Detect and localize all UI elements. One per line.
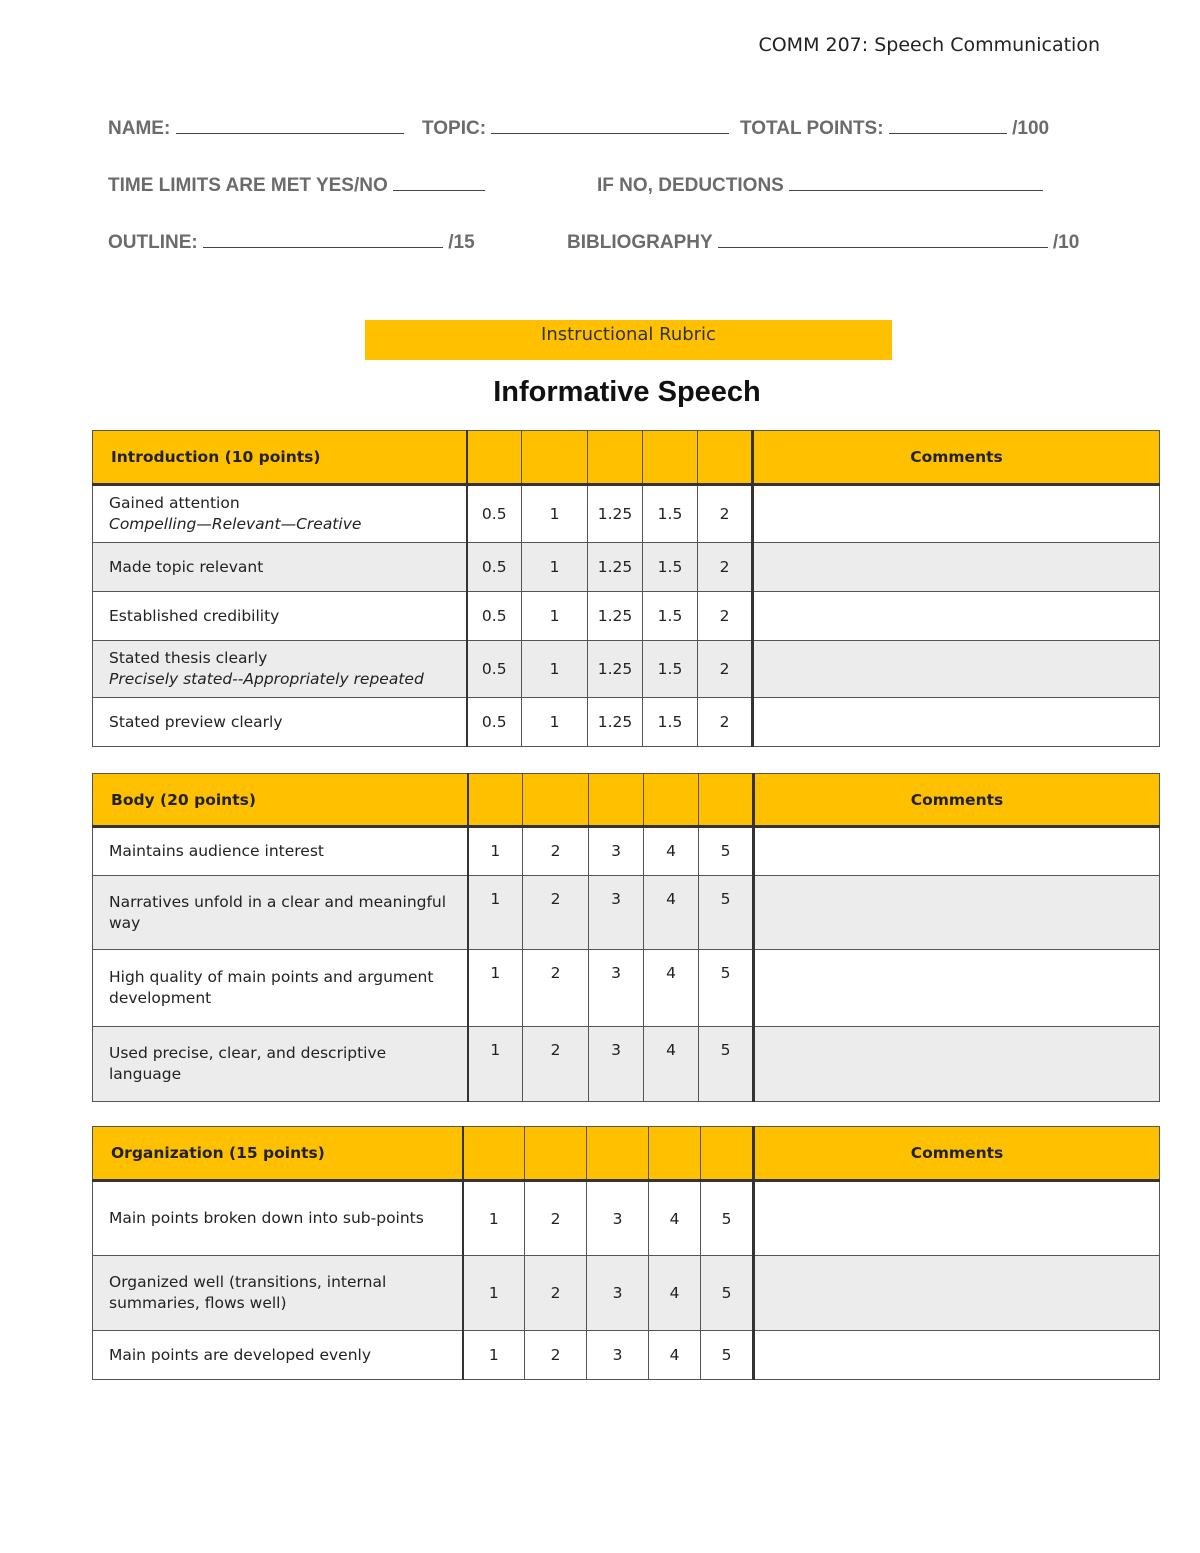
criterion-cell	[93, 827, 468, 876]
score-header-cell	[468, 774, 523, 827]
comment-field[interactable]	[754, 1256, 1160, 1331]
criterion-cell	[93, 950, 468, 1027]
score-option[interactable]: 4	[649, 1256, 701, 1331]
time-limits-label: TIME LIMITS ARE MET YES/NO	[108, 175, 388, 196]
comment-field[interactable]	[753, 698, 1160, 747]
score-option[interactable]: 1.25	[588, 641, 643, 698]
table-row	[93, 1181, 1160, 1256]
criterion-label: Narratives unfold in a clear and meaningful way	[109, 892, 447, 932]
document-title: Informative Speech	[493, 376, 761, 408]
score-option[interactable]: 2	[698, 543, 753, 592]
bibliography-field[interactable]	[718, 229, 1048, 248]
comment-field[interactable]	[754, 1331, 1160, 1380]
score-option[interactable]: 1	[522, 698, 588, 747]
criterion-cell	[93, 1027, 468, 1102]
score-option[interactable]: 1.5	[643, 485, 698, 543]
section-heading: Organization (15 points)	[93, 1127, 463, 1181]
score-option[interactable]: 5	[699, 1027, 754, 1102]
criterion-label: Stated thesis clearly	[109, 649, 268, 668]
table-row	[93, 641, 1160, 698]
score-option[interactable]: 4	[649, 1331, 701, 1380]
section-heading: Body (20 points)	[93, 774, 468, 827]
score-option[interactable]: 1.25	[588, 485, 643, 543]
table-row	[93, 543, 1160, 592]
bibliography-max: /10	[1052, 232, 1080, 253]
score-option[interactable]: 1	[468, 950, 523, 1027]
criterion-sublabel: Compelling—Relevant—Creative	[109, 515, 362, 533]
criterion-label: Organized well (transitions, internal summaries, flows well)	[109, 1273, 387, 1312]
score-option[interactable]: 5	[699, 827, 754, 876]
comments-header: Comments	[754, 774, 1160, 827]
score-option[interactable]: 4	[644, 827, 699, 876]
score-option[interactable]: 5	[699, 876, 754, 950]
criterion-cell	[93, 876, 468, 950]
time-limits-field[interactable]	[393, 172, 485, 191]
score-option[interactable]: 3	[589, 1027, 644, 1102]
criterion-label: Stated preview clearly	[109, 712, 283, 731]
comment-field[interactable]	[753, 543, 1160, 592]
table-row	[93, 1027, 1160, 1102]
criterion-label: High quality of main points and argument development	[109, 968, 434, 1007]
criterion-sublabel: Precisely stated--Appropriately repeated	[109, 670, 424, 688]
score-option[interactable]: 3	[587, 1181, 649, 1256]
score-option[interactable]: 1.5	[643, 592, 698, 641]
topic-label: TOPIC:	[422, 118, 487, 139]
name-label: NAME:	[108, 118, 171, 139]
table-row	[93, 1331, 1160, 1380]
comment-field[interactable]	[753, 592, 1160, 641]
score-option[interactable]: 3	[589, 950, 644, 1027]
comment-field[interactable]	[753, 485, 1160, 543]
outline-field[interactable]	[203, 229, 443, 248]
table-row	[93, 1256, 1160, 1331]
criterion-cell	[93, 1181, 463, 1256]
table-row	[93, 698, 1160, 747]
rubric-banner: Instructional Rubric	[365, 320, 892, 360]
score-option[interactable]: 4	[644, 950, 699, 1027]
score-header-cell	[587, 1127, 649, 1181]
deductions-label: IF NO, DEDUCTIONS	[597, 175, 784, 196]
score-option[interactable]: 0.5	[467, 698, 522, 747]
score-header-cell	[463, 1127, 525, 1181]
table-row	[93, 950, 1160, 1027]
criterion-label: Used precise, clear, and descriptive language	[109, 1044, 387, 1083]
comment-field[interactable]	[754, 827, 1160, 876]
score-header-cell	[643, 431, 698, 485]
score-option[interactable]: 1	[522, 641, 588, 698]
score-option[interactable]: 1.25	[588, 698, 643, 747]
score-option[interactable]: 1.25	[588, 592, 643, 641]
criterion-cell	[93, 1256, 463, 1331]
outline-max: /15	[448, 232, 475, 253]
score-option[interactable]: 4	[644, 1027, 699, 1102]
name-field[interactable]	[176, 115, 404, 134]
criterion-label: Main points broken down into sub-points	[109, 1209, 424, 1228]
course-title: COMM 207: Speech Communication	[758, 34, 1100, 56]
table-row	[93, 827, 1160, 876]
score-option[interactable]: 1	[463, 1331, 525, 1380]
comments-header: Comments	[753, 431, 1160, 485]
score-option[interactable]: 1	[522, 543, 588, 592]
criterion-cell	[93, 485, 467, 543]
score-option[interactable]: 2	[525, 1181, 587, 1256]
score-header-cell	[588, 431, 643, 485]
comments-header: Comments	[754, 1127, 1160, 1181]
score-option[interactable]: 1	[468, 876, 523, 950]
score-option[interactable]: 0.5	[467, 641, 522, 698]
score-option[interactable]: 2	[525, 1331, 587, 1380]
score-option[interactable]: 2	[698, 698, 753, 747]
score-option[interactable]: 2	[523, 1027, 589, 1102]
table-row	[93, 876, 1160, 950]
score-header-cell	[589, 774, 644, 827]
score-option[interactable]: 1.5	[643, 543, 698, 592]
score-option[interactable]: 1	[468, 827, 523, 876]
total-points-max: /100	[1012, 118, 1050, 139]
deductions-field[interactable]	[789, 172, 1043, 191]
score-option[interactable]: 3	[587, 1256, 649, 1331]
score-option[interactable]: 0.5	[467, 592, 522, 641]
criterion-cell	[93, 641, 467, 698]
score-option[interactable]: 5	[701, 1181, 754, 1256]
score-option[interactable]: 1.25	[588, 543, 643, 592]
score-option[interactable]: 1	[522, 485, 588, 543]
score-option[interactable]: 3	[587, 1331, 649, 1380]
score-option[interactable]: 1	[463, 1256, 525, 1331]
score-option[interactable]: 2	[525, 1256, 587, 1331]
score-option[interactable]: 2	[523, 950, 589, 1027]
score-header-cell	[649, 1127, 701, 1181]
criterion-label: Gained attention	[109, 494, 240, 513]
table-row	[93, 592, 1160, 641]
score-option[interactable]: 5	[699, 950, 754, 1027]
total-points-field[interactable]	[889, 115, 1007, 134]
score-option[interactable]: 3	[589, 827, 644, 876]
comment-field[interactable]	[754, 1181, 1160, 1256]
score-option[interactable]: 1	[522, 592, 588, 641]
score-option[interactable]: 4	[644, 876, 699, 950]
criterion-label: Maintains audience interest	[109, 842, 324, 861]
score-header-cell	[525, 1127, 587, 1181]
score-header-cell	[522, 431, 588, 485]
score-option[interactable]: 4	[649, 1181, 701, 1256]
score-option[interactable]: 0.5	[467, 485, 522, 543]
score-option[interactable]: 1	[463, 1181, 525, 1256]
criterion-cell	[93, 698, 467, 747]
score-option[interactable]: 1.5	[643, 641, 698, 698]
score-option[interactable]: 0.5	[467, 543, 522, 592]
score-option[interactable]: 5	[701, 1256, 754, 1331]
comment-field[interactable]	[754, 1027, 1160, 1102]
outline-label: OUTLINE:	[108, 232, 198, 253]
section-heading: Introduction (10 points)	[93, 431, 467, 485]
score-header-cell	[699, 774, 754, 827]
criterion-label: Made topic relevant	[109, 557, 264, 576]
comment-field[interactable]	[753, 641, 1160, 698]
criterion-cell	[93, 1331, 463, 1380]
introduction-table	[92, 430, 1160, 747]
score-header-cell	[698, 431, 753, 485]
total-points-label: TOTAL POINTS:	[740, 118, 884, 139]
score-header-cell	[644, 774, 699, 827]
body-table	[92, 773, 1160, 1102]
bibliography-label: BIBLIOGRAPHY	[567, 232, 713, 253]
score-option[interactable]: 2	[523, 876, 589, 950]
score-header-cell	[701, 1127, 754, 1181]
score-header-cell	[523, 774, 589, 827]
criterion-label: Established credibility	[109, 606, 280, 625]
score-option[interactable]: 2	[523, 827, 589, 876]
criterion-cell	[93, 543, 467, 592]
criterion-label: Main points are developed evenly	[109, 1345, 372, 1364]
score-option[interactable]: 2	[698, 641, 753, 698]
score-option[interactable]: 1.5	[643, 698, 698, 747]
organization-table	[92, 1126, 1160, 1380]
topic-field[interactable]	[491, 115, 729, 134]
score-option[interactable]: 3	[589, 876, 644, 950]
criterion-cell	[93, 592, 467, 641]
score-option[interactable]: 5	[701, 1331, 754, 1380]
score-option[interactable]: 2	[698, 592, 753, 641]
comment-field[interactable]	[754, 876, 1160, 950]
score-option[interactable]: 2	[698, 485, 753, 543]
score-header-cell	[467, 431, 522, 485]
table-row	[93, 485, 1160, 543]
comment-field[interactable]	[754, 950, 1160, 1027]
score-option[interactable]: 1	[468, 1027, 523, 1102]
